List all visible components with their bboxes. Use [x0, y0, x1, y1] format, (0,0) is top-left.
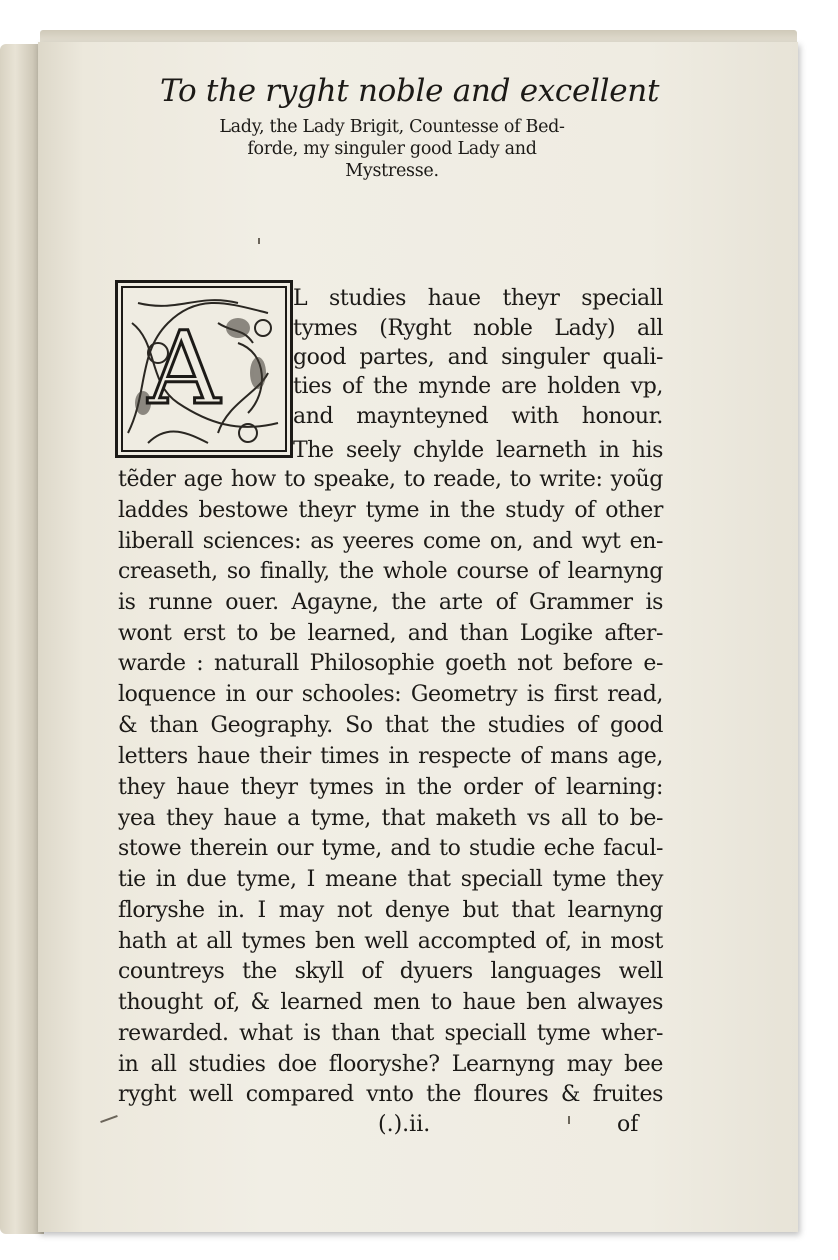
- text-line: & than Geography. So that the studies of good: [118, 713, 663, 738]
- text-line: loquence in our schooles: Geometry is first read,: [118, 682, 663, 707]
- decorated-initial-art: [118, 283, 290, 455]
- subtitle-line: Lady, the Lady Brigit, Countesse of Bed-: [219, 117, 565, 137]
- text-line: is runne ouer. Agayne, the arte of Grammer is: [118, 590, 663, 615]
- catchword: of: [617, 1112, 639, 1137]
- text-line: stowe therein our tyme, and to studie eche facul-: [118, 836, 663, 861]
- signature-mark: (.).ii.: [378, 1112, 431, 1137]
- text-line: creaseth, so finally, the whole course of learnyng: [118, 559, 663, 584]
- text-line: L studies haue theyr speciall: [293, 286, 663, 311]
- text-line: in all studies doe flooryshe? Learnyng may bee: [118, 1052, 663, 1077]
- text-line: tẽder age how to speake, to reade, to write: yoũg: [118, 467, 663, 492]
- ink-mark: [258, 238, 260, 244]
- subtitle-line: Mystresse.: [345, 161, 439, 181]
- text-line: rewarded. what is than that speciall tyme wher-: [118, 1021, 663, 1046]
- dedication-subtitle: [192, 116, 592, 182]
- text-line: thought of, & learned men to haue ben alwayes: [118, 990, 663, 1015]
- ink-mark: [568, 1116, 570, 1124]
- text-line: yea they haue a tyme, that maketh vs all to be-: [118, 806, 663, 831]
- text-line: tymes (Ryght noble Lady) all: [293, 316, 663, 341]
- text-line: floryshe in. I may not denye but that learnyng: [118, 898, 663, 923]
- text-line: countreys the skyll of dyuers languages well: [118, 959, 663, 984]
- subtitle-line: forde, my singuler good Lady and: [247, 139, 537, 159]
- initial-letter: A: [147, 310, 221, 427]
- text-line: wont erst to be learned, and than Logike after-: [118, 621, 663, 646]
- text-line: letters haue their times in respecte of mans age,: [118, 744, 663, 769]
- text-line: laddes bestowe theyr tyme in the study of other: [118, 498, 663, 523]
- text-line: ties of the mynde are holden vp,: [293, 374, 663, 399]
- text-line: good partes, and singuler quali-: [293, 345, 663, 370]
- text-line: liberall sciences: as yeeres come on, and wyt en-: [118, 529, 663, 554]
- text-line: tie in due tyme, I meane that speciall tyme they: [118, 867, 663, 892]
- text-line: and maynteyned with honour.: [293, 404, 663, 429]
- text-line: they haue theyr tymes in the order of learning:: [118, 775, 663, 800]
- text-line: warde : naturall Philosophie goeth not before e-: [118, 651, 663, 676]
- page-heading: To the ryght noble and excellent: [160, 73, 660, 109]
- text-line: The seely chylde learneth in his: [293, 438, 663, 463]
- decorated-initial: [115, 280, 293, 458]
- text-line: ryght well compared vnto the floures & fruites: [118, 1082, 663, 1107]
- text-line: hath at all tymes ben well accompted of, in most: [118, 929, 663, 954]
